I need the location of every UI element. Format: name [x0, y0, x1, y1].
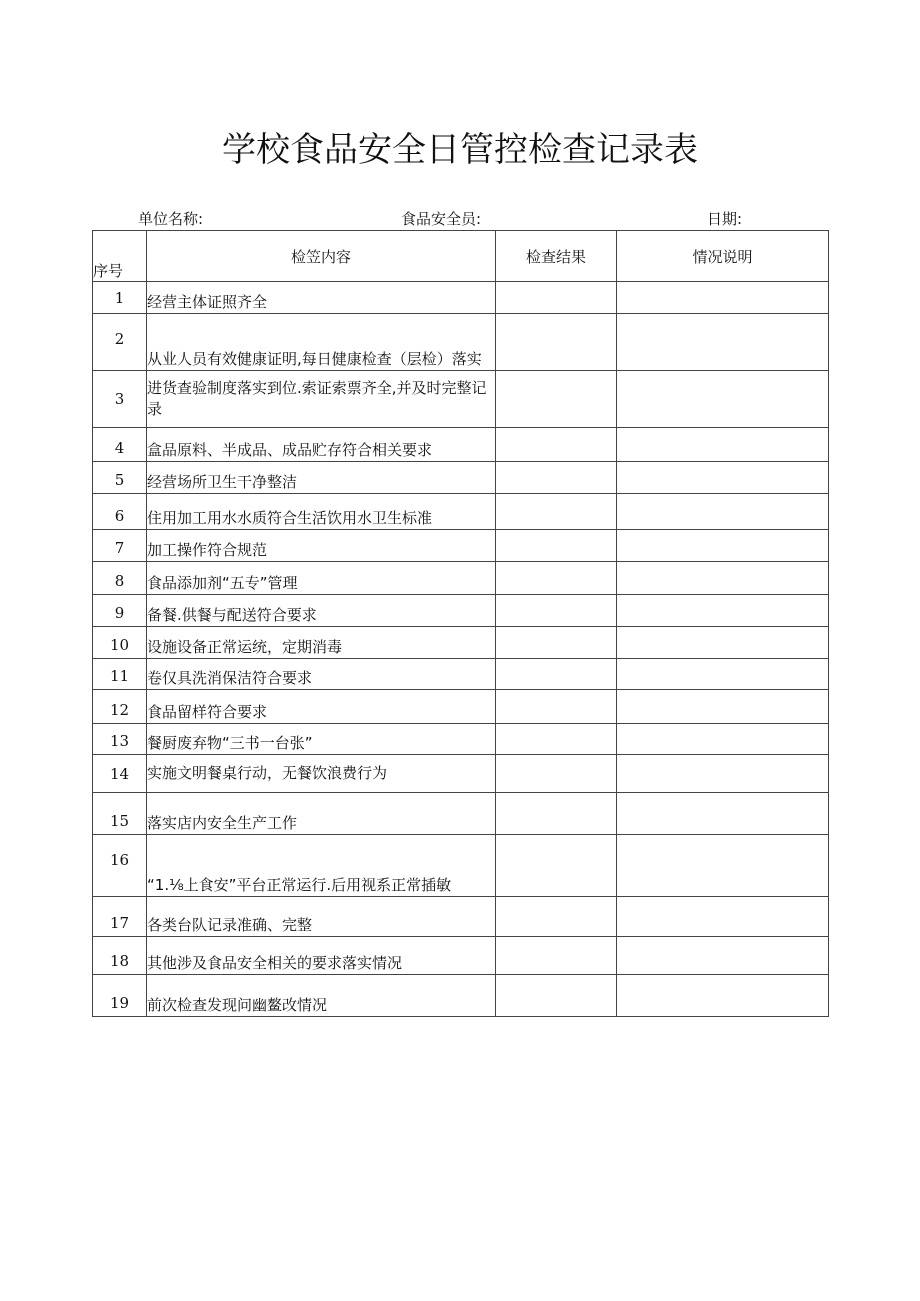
row-number: 1: [93, 282, 147, 314]
row-content: 餐厨废弃物“三书一台张”: [147, 724, 496, 755]
row-content: 从业人员有效健康证明,每日健康检查（层检）落实: [147, 314, 496, 371]
note-cell[interactable]: [617, 897, 829, 937]
row-content: 卷仅具洗消保洁符合要求: [147, 659, 496, 690]
table-row: [93, 428, 829, 462]
table-row: [93, 595, 829, 627]
row-number: 7: [93, 530, 147, 562]
result-cell[interactable]: [496, 724, 617, 755]
result-cell[interactable]: [496, 462, 617, 494]
table-row: [93, 494, 829, 530]
result-cell[interactable]: [496, 690, 617, 724]
result-cell[interactable]: [496, 897, 617, 937]
result-cell[interactable]: [496, 627, 617, 659]
row-number: 3: [93, 371, 147, 428]
row-content: 设施设备正常运统，定期消毒: [147, 627, 496, 659]
result-cell[interactable]: [496, 562, 617, 595]
row-content: “1.⅛上食安”平台正常运行.后用视系正常插敏: [147, 835, 496, 897]
row-content: 住用加工用水水质符合生活饮用水卫生标准: [147, 494, 496, 530]
note-cell[interactable]: [617, 975, 829, 1017]
table-row: [93, 282, 829, 314]
row-number: 16: [93, 835, 147, 897]
header-content: 检笠内容: [147, 231, 496, 282]
table-row: [93, 897, 829, 937]
note-cell[interactable]: [617, 724, 829, 755]
result-cell[interactable]: [496, 595, 617, 627]
note-cell[interactable]: [617, 627, 829, 659]
table-row: [93, 690, 829, 724]
row-content: 进货查验制度落实到位.索证索票齐全,并及时完整记录: [147, 371, 496, 428]
note-cell[interactable]: [617, 428, 829, 462]
row-content: 其他涉及食品安全相关的要求落实情况: [147, 937, 496, 975]
row-number: 13: [93, 724, 147, 755]
row-number: 10: [93, 627, 147, 659]
result-cell[interactable]: [496, 494, 617, 530]
note-cell[interactable]: [617, 937, 829, 975]
table-row: [93, 371, 829, 428]
table-row: [93, 530, 829, 562]
header-seq: 序号: [93, 231, 147, 282]
food-safety-officer-label: 食品安全员:: [401, 210, 482, 228]
table-row: [93, 462, 829, 494]
row-number: 19: [93, 975, 147, 1017]
result-cell[interactable]: [496, 371, 617, 428]
row-number: 2: [93, 314, 147, 371]
note-cell[interactable]: [617, 371, 829, 428]
page-title: 学校食品安全日管控检查记录表: [222, 130, 698, 170]
table-row: [93, 755, 829, 793]
row-number: 11: [93, 659, 147, 690]
note-cell[interactable]: [617, 659, 829, 690]
table-row: [93, 835, 829, 897]
result-cell[interactable]: [496, 793, 617, 835]
table-header-row: [93, 231, 829, 282]
result-cell[interactable]: [496, 835, 617, 897]
header-result: 检查结果: [496, 231, 617, 282]
note-cell[interactable]: [617, 530, 829, 562]
note-cell[interactable]: [617, 314, 829, 371]
header-note: 情况说明: [617, 231, 829, 282]
row-number: 6: [93, 494, 147, 530]
result-cell[interactable]: [496, 659, 617, 690]
row-number: 17: [93, 897, 147, 937]
table-row: [93, 937, 829, 975]
note-cell[interactable]: [617, 690, 829, 724]
unit-name-label: 单位名称:: [138, 210, 204, 228]
inspection-table: [92, 230, 829, 1017]
row-content: 盒品原料、半成品、成品贮存符合相关要求: [147, 428, 496, 462]
result-cell[interactable]: [496, 282, 617, 314]
row-content: 落实店内安全生产工作: [147, 793, 496, 835]
row-content: 食品留样符合要求: [147, 690, 496, 724]
row-number: 14: [93, 755, 147, 793]
note-cell[interactable]: [617, 755, 829, 793]
result-cell[interactable]: [496, 975, 617, 1017]
row-number: 12: [93, 690, 147, 724]
table-row: [93, 975, 829, 1017]
date-label: 日期:: [707, 210, 743, 228]
row-number: 9: [93, 595, 147, 627]
note-cell[interactable]: [617, 562, 829, 595]
row-number: 18: [93, 937, 147, 975]
note-cell[interactable]: [617, 793, 829, 835]
row-content: 前次检查发现问幽鳌改情况: [147, 975, 496, 1017]
note-cell[interactable]: [617, 494, 829, 530]
note-cell[interactable]: [617, 282, 829, 314]
table-row: [93, 562, 829, 595]
row-content: 经营主体证照齐全: [147, 282, 496, 314]
row-number: 15: [93, 793, 147, 835]
table-row: [93, 724, 829, 755]
row-content: 备餐.供餐与配送符合要求: [147, 595, 496, 627]
row-number: 4: [93, 428, 147, 462]
row-content: 经营场所卫生干净整洁: [147, 462, 496, 494]
row-number: 5: [93, 462, 147, 494]
row-number: 8: [93, 562, 147, 595]
table-row: [93, 627, 829, 659]
result-cell[interactable]: [496, 755, 617, 793]
row-content: 各类台队记录准确、完整: [147, 897, 496, 937]
result-cell[interactable]: [496, 530, 617, 562]
table-row: [93, 659, 829, 690]
table-row: [93, 314, 829, 371]
table-row: [93, 793, 829, 835]
note-cell[interactable]: [617, 835, 829, 897]
note-cell[interactable]: [617, 595, 829, 627]
row-content: 加工操作符合规范: [147, 530, 496, 562]
note-cell[interactable]: [617, 462, 829, 494]
result-cell[interactable]: [496, 428, 617, 462]
row-content: 食品添加剂“五专”管理: [147, 562, 496, 595]
result-cell[interactable]: [496, 314, 617, 371]
row-content: 实施文明餐桌行动，无餐饮浪费行为: [147, 755, 496, 793]
result-cell[interactable]: [496, 937, 617, 975]
